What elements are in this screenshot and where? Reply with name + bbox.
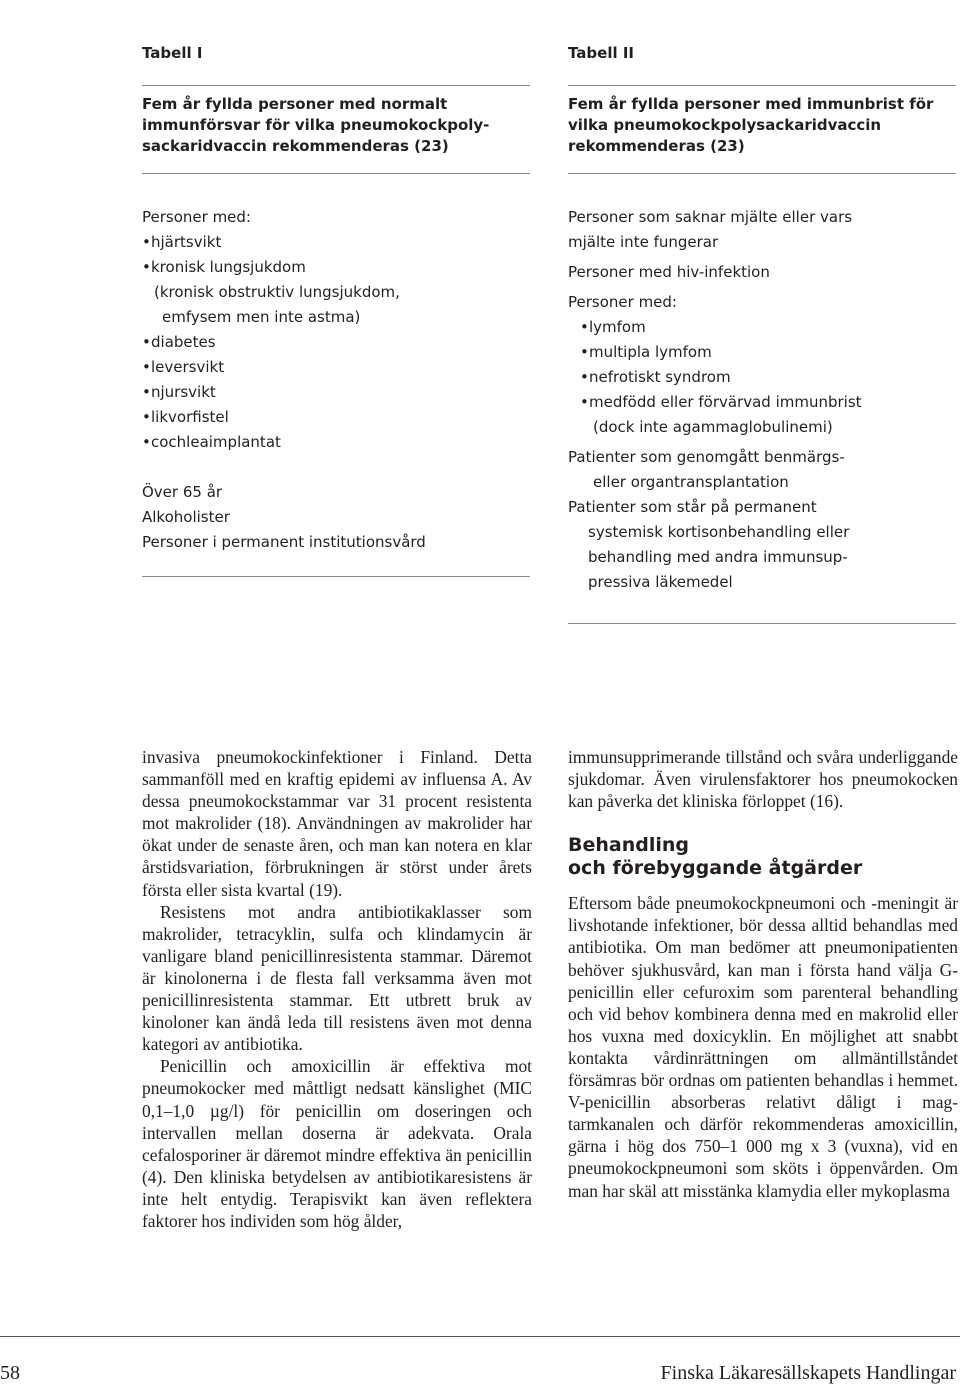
table-2-title-line: rekommenderas (23) [568, 137, 745, 155]
table-1-extra: Personer i permanent institutionsvård [142, 533, 426, 551]
list-item: •cochleaimplantat [142, 430, 530, 455]
section-heading [568, 834, 958, 880]
body-paragraph: invasiva pneumokockinfektioner i Finland. Detta sammanföll med en kraftig epidemi av influensa A. Av dessa pneumokockstammar var 31 procent resistenta mot makrolider (18). Användningen av makrolider har ökat under de senaste åren, och man kan notera en klar årstidsvariation, förbrukningen är störst under årets första eller sista kvartal (19). [142, 747, 532, 900]
table-1-bottom-rule [142, 576, 530, 577]
list-item: •multipla lymfom [568, 340, 956, 365]
list-item-note: (dock inte agammaglobulinemi) [593, 418, 833, 436]
journal-name: Finska Läkaresällskapets Handlingar [660, 1362, 956, 1384]
table-1-header-rule [142, 173, 530, 174]
table-2-group: Personer med hiv-infektion [568, 263, 770, 281]
table-2-group: behandling med andra immunsup- [588, 548, 848, 566]
table-1-title [142, 94, 530, 157]
list-item: •njursvikt [142, 380, 530, 405]
table-1-title-line: immunförsvar för vilka pneumokockpoly- [142, 116, 490, 134]
body-paragraph: Resistens mot andra antibiotikaklasser som makrolider, tetracyklin, sulfa och klindamycin är vanligare bland penicillinresistenta stammar. Däremot är kinolonerna i de flesta fall verksamma även mot penicillinresistenta stammar. Ett utbrett bruk av kinoloner kan ändå leda till resistens även mot denna kategori av antibiotika. [142, 901, 532, 1055]
bullet-icon: • [142, 258, 151, 276]
section-heading-line: och förebyggande åtgärder [568, 857, 863, 880]
bullet-icon: • [142, 358, 151, 376]
table-1-top-rule [142, 85, 530, 86]
table-1-label: Tabell I [142, 44, 203, 62]
table-1-intro: Personer med: [142, 208, 251, 226]
table-2-body [568, 205, 956, 595]
bullet-icon: • [580, 393, 589, 411]
table-2-group: eller organtransplantation [593, 473, 789, 491]
list-item: •diabetes [142, 330, 530, 355]
table-2-title-line: vilka pneumokockpolysackaridvaccin [568, 116, 882, 134]
bullet-icon: • [142, 408, 151, 426]
table-2-group: Personer med: [568, 293, 677, 311]
body-paragraph: immunsupprimerande tillstånd och svåra underliggande sjukdomar. Även virulensfaktorer hos pneumokocken kan påverka det kliniska förloppet (16). [568, 747, 958, 812]
bullet-icon: • [142, 383, 151, 401]
list-item-note: (kronisk obstruktiv lungsjukdom, [154, 283, 400, 301]
footer-rule [0, 1336, 960, 1337]
table-1 [142, 42, 530, 551]
section-heading-line: Behandling [568, 834, 689, 857]
list-item: •kronisk lungsjukdom [142, 255, 530, 280]
list-item: •likvorfistel [142, 405, 530, 430]
bullet-icon: • [142, 433, 151, 451]
list-item: •hjärtsvikt [142, 230, 530, 255]
list-item: •lymfom [568, 315, 956, 340]
list-item: •nefrotiskt syndrom [568, 365, 956, 390]
table-1-title-line: Fem år fyllda personer med normalt [142, 95, 448, 113]
table-2-group: systemisk kortisonbehandling eller [588, 523, 850, 541]
table-2 [568, 42, 956, 591]
bullet-icon: • [142, 333, 151, 351]
table-1-extra: Över 65 år [142, 483, 223, 501]
page-number: 58 [0, 1362, 20, 1384]
body-paragraph: Penicillin och amoxicillin är effektiva mot pneumokocker med måttligt nedsatt känslighet (MIC 0,1–1,0 µg/l) för penicillin om doseringen och intervallen mellan doserna är adekvata. Orala cefalosporiner är däremot mindre effektiva än penicillin (4). Den kliniska betydelsen av antibiotikaresistens är inte helt entydig. Terapisvikt kan även reflektera faktorer hos individen som hög ålder, [142, 1056, 532, 1231]
table-2-group: Patienter som genomgått benmärgs- [568, 448, 845, 466]
list-item: •leversvikt [142, 355, 530, 380]
bullet-icon: • [580, 318, 589, 336]
table-1-title-line: sackaridvaccin rekommenderas (23) [142, 137, 449, 155]
bullet-icon: • [580, 368, 589, 386]
list-item-note: emfysem men inte astma) [162, 308, 361, 326]
table-2-header-rule [568, 173, 956, 174]
table-2-top-rule [568, 85, 956, 86]
bullet-icon: • [580, 343, 589, 361]
body-column-right [568, 746, 958, 1202]
table-2-title [568, 94, 956, 157]
table-1-extra: Alkoholister [142, 508, 230, 526]
table-2-group: Patienter som står på permanent [568, 498, 817, 516]
table-2-group: pressiva läkemedel [588, 573, 733, 591]
table-1-body [142, 205, 530, 555]
table-2-group: Personer som saknar mjälte eller vars [568, 208, 853, 226]
body-column-left [142, 746, 532, 1232]
body-paragraph: Eftersom både pneumokockpneumoni och -meningit är livshotande infektioner, bör dessa alltid behandlas med antibiotika. Om man bedömer att pneumonipatienten behöver sjukhusvård, kan man i första hand välja G-penicillin eller cefuroxim som parenteral behandling och vid behov kombinera denna med en makrolid eller hos vuxna med doxicyklin. En möjlighet att snabbt kontakta vårdinrättningen om allmäntillståndet försämras bör ordnas om patienten behandlas i hemmet. V-penicillin absorberas relativt dåligt i mag-tarmkanalen och därför rekommenderas amoxicillin, gärna i hög dos 750–1 000 mg x 3 (vuxna), vid en pneumokockpneumoni som sköts i öppenvården. Om man har skäl att misstänka klamydia eller mykoplasma [568, 893, 958, 1201]
list-item: •medfödd eller förvärvad immunbrist [568, 390, 956, 415]
table-2-title-line: Fem år fyllda personer med immunbrist för [568, 95, 934, 113]
table-2-bottom-rule [568, 623, 956, 624]
table-2-group: mjälte inte fungerar [568, 233, 719, 251]
table-2-label: Tabell II [568, 44, 634, 62]
bullet-icon: • [142, 233, 151, 251]
